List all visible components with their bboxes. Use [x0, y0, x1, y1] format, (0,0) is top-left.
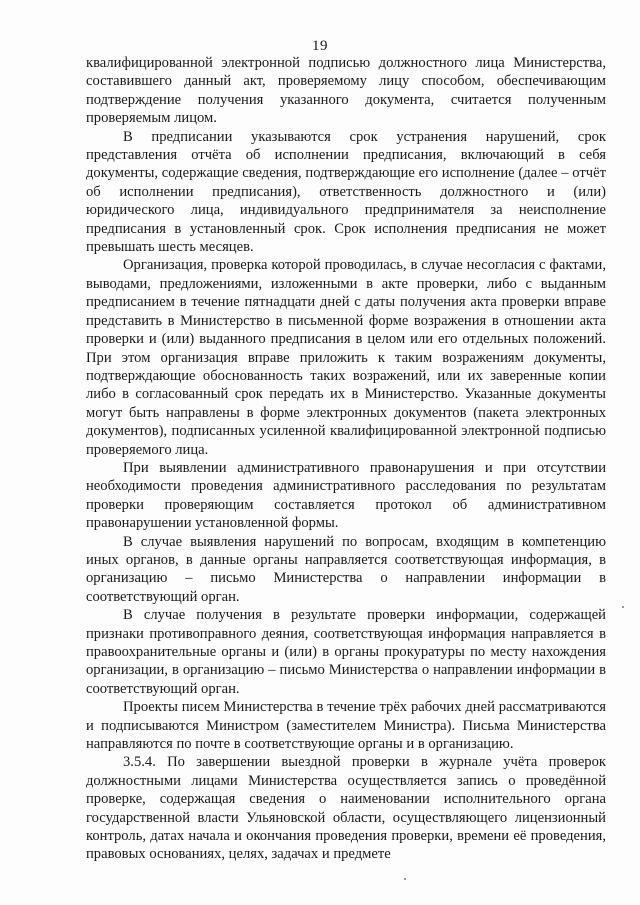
paragraph-section-3-5-4: 3.5.4. По завершении выездной проверки в журнале учёта проверок должностными лицами Министерства осуществляется запись о проведённой проверке, содержащая сведения о наименовании исполнительного органа государственной власти Ульяновской области, осуществляющего лицензионный контроль, датах начала и окончания проведения проверки, времени её проведения, правовых основаниях, целях, задачах и предмете: [86, 754, 606, 863]
paragraph-letter-drafts: Проекты писем Министерства в течение трёх рабочих дней рассматриваются и подписываются Министром (заместителем Министра). Письма Министерства направляются по почте в соответствующие органы и в организацию.: [86, 699, 606, 753]
paragraph-illegal-acts: В случае получения в результате проверки информации, содержащей признаки противоправного деяния, соответствующая информация направляется в правоохранительные органы и (или) в органы прокуратуры по месту нахождения организации, в организацию – письмо Министерства о направлении информации в соответствующий орган.: [86, 607, 606, 697]
paragraph-continuation: квалифицированной электронной подписью должностного лица Министерства, составившего данный акт, проверяемому лицу способом, обеспечивающим подтверждение получения указанного документа, считается полученным проверяемым лицом.: [86, 55, 606, 127]
paragraph-objections: Организация, проверка которой проводилась, в случае несогласия с фактами, выводами, предложениями, изложенными в акте проверки, либо с выданным предписанием в течение пятнадцати дней с даты получения акта проверки вправе представить в Министерство в письменной форме возражения в отношении акта проверки и (или) выданного предписания в целом или его отдельных положений. При этом организация вправе приложить к таким возражениям документы, подтверждающие обоснованность таких возражений, или их заверенные копии либо в согласованный срок передать их в Министерство. Указанные документы могут быть направлены в форме электронных документов (пакета электронных документов), подписанных усиленной квалифицированной электронной подписью проверяемого лица.: [86, 257, 606, 458]
body-text: [86, 54, 606, 864]
paragraph-order-contents: В предписании указываются срок устранения нарушений, срок представления отчёта об исполнении предписания, включающий в себя документы, содержащие сведения, подтверждающие его исполнение (далее – отчёт об исполнении предписания), ответственность должностного и (или) юридического лица, индивидуального предпринимателя за неисполнение предписания в установленный срок. Срок исполнения предписания не может превышать шесть месяцев.: [86, 128, 606, 256]
scan-speck: [404, 878, 406, 880]
page-number: 19: [312, 38, 328, 54]
paragraph-other-authorities: В случае выявления нарушений по вопросам, входящим в компетенцию иных органов, в данные органы направляется соответствующая информация, в организацию – письмо Министерства о направлении информации в соответствующий орган.: [86, 533, 606, 605]
scan-speck: [622, 606, 624, 608]
paragraph-administrative-offense: При выявлении административного правонарушения и при отсутствии необходимости проведения административного расследования по результатам проверки проверяющим составляется протокол об административном правонарушении установленной формы.: [86, 459, 606, 532]
